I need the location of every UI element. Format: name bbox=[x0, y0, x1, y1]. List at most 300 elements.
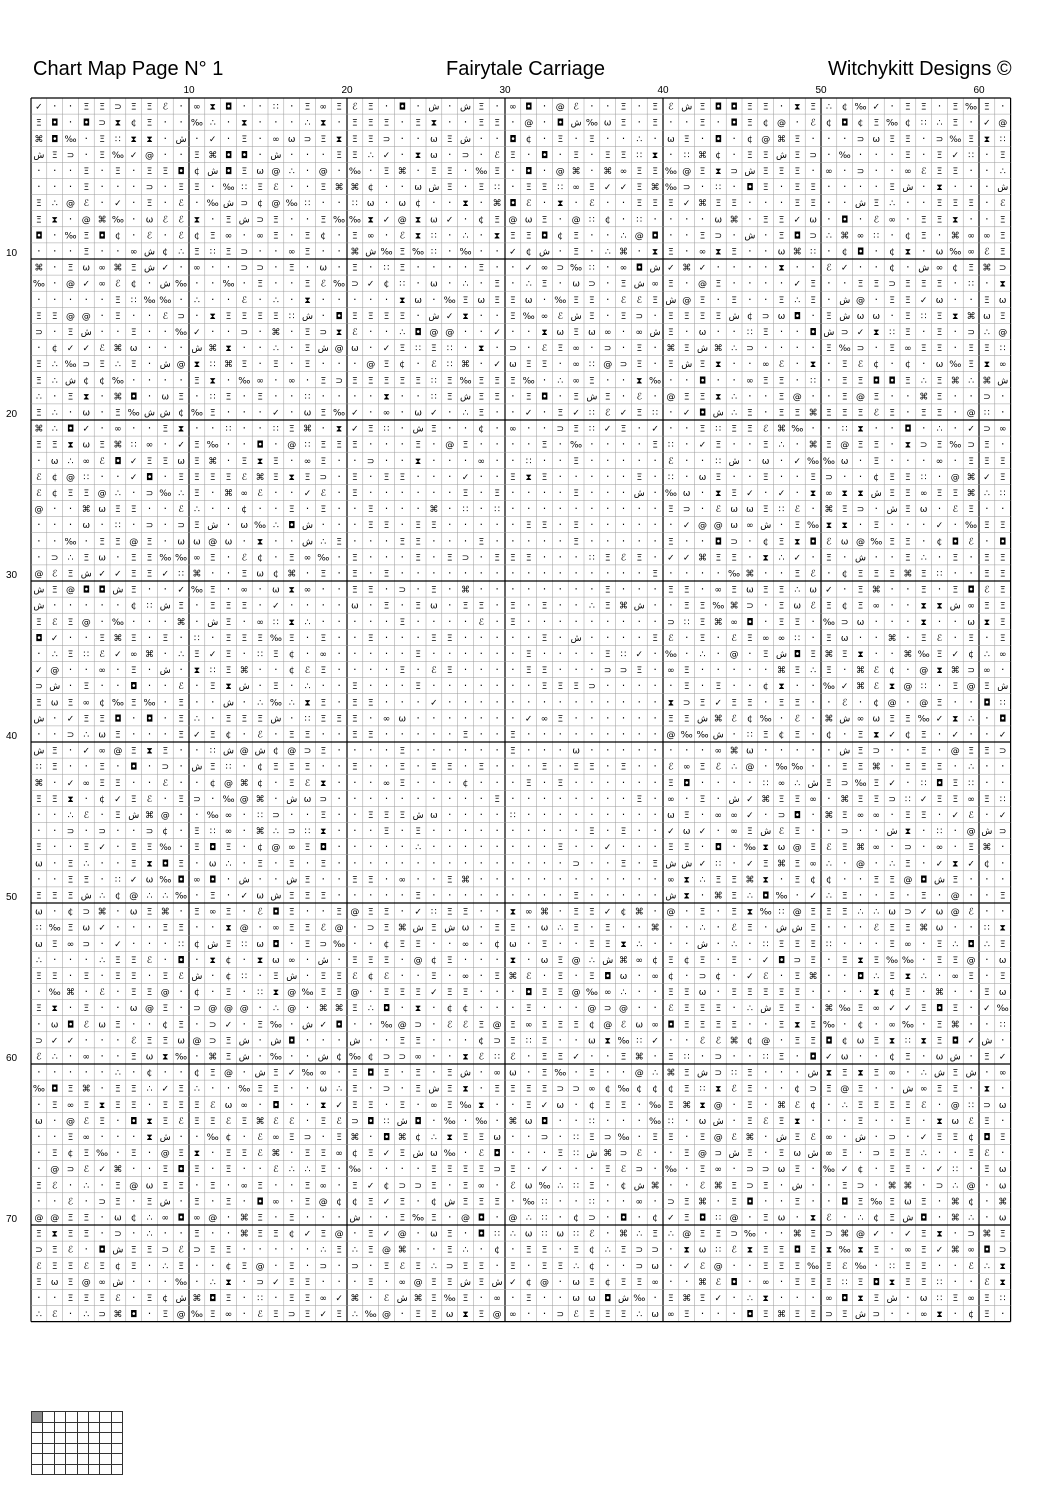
stitch-symbol: ⊃ bbox=[304, 747, 312, 757]
stitch-symbol: ✓ bbox=[841, 1165, 849, 1175]
stitch-symbol: ‰ bbox=[554, 1069, 566, 1079]
stitch-symbol: ⊃ bbox=[399, 1181, 407, 1191]
stitch-symbol: ω bbox=[35, 859, 43, 869]
stitch-symbol: Ξ bbox=[826, 441, 832, 451]
stitch-symbol: · bbox=[906, 695, 910, 708]
stitch-symbol: ‰ bbox=[965, 103, 977, 113]
stitch-symbol: Ξ bbox=[905, 988, 911, 998]
stitch-symbol: ω bbox=[841, 1053, 849, 1063]
stitch-symbol: ω bbox=[572, 1278, 580, 1288]
stitch-symbol: Ξ bbox=[1000, 473, 1006, 483]
stitch-symbol: ∴ bbox=[162, 892, 168, 902]
stitch-symbol: · bbox=[890, 422, 894, 435]
stitch-symbol: ش bbox=[207, 940, 218, 950]
stitch-symbol: ∞ bbox=[383, 714, 391, 724]
stitch-symbol: ⊃ bbox=[730, 1230, 738, 1240]
stitch-symbol: ✓ bbox=[983, 1004, 991, 1014]
stitch-symbol: Ξ bbox=[889, 972, 895, 982]
stitch-symbol: ✓ bbox=[114, 570, 122, 580]
stitch-symbol: Ξ bbox=[779, 698, 785, 708]
stitch-symbol: ش bbox=[223, 747, 234, 757]
stitch-symbol: ¢ bbox=[115, 231, 121, 241]
stitch-symbol: Ξ bbox=[700, 634, 706, 644]
stitch-symbol: · bbox=[543, 856, 547, 869]
stitch-symbol: · bbox=[179, 261, 183, 274]
stitch-symbol: ℰ bbox=[968, 908, 974, 918]
stitch-symbol: Ξ bbox=[131, 1246, 137, 1256]
stitch-symbol: ش bbox=[318, 1053, 329, 1063]
stitch-symbol: ∞ bbox=[873, 843, 881, 853]
stitch-symbol: · bbox=[527, 921, 531, 934]
stitch-symbol: · bbox=[811, 695, 815, 708]
stitch-symbol: Ξ bbox=[510, 1036, 516, 1046]
stitch-symbol: Ξ bbox=[542, 1262, 548, 1272]
stitch-symbol: Ξ bbox=[684, 312, 690, 322]
stitch-symbol: Ξ bbox=[700, 103, 706, 113]
stitch-symbol: · bbox=[385, 631, 389, 644]
stitch-symbol: · bbox=[164, 116, 168, 129]
stitch-symbol: ω bbox=[177, 537, 185, 547]
stitch-symbol: Ξ bbox=[147, 103, 153, 113]
stitch-symbol: · bbox=[337, 615, 341, 628]
stitch-symbol: · bbox=[337, 744, 341, 757]
stitch-symbol: · bbox=[622, 744, 626, 757]
page-map-cell bbox=[66, 1433, 77, 1444]
stitch-symbol: ℰ bbox=[336, 1117, 342, 1127]
stitch-symbol: ⊃ bbox=[667, 1197, 675, 1207]
stitch-symbol: · bbox=[606, 470, 610, 483]
stitch-symbol: ⧗ bbox=[984, 618, 990, 628]
stitch-symbol: ∴ bbox=[289, 1165, 295, 1175]
stitch-symbol: ∞ bbox=[462, 940, 470, 950]
stitch-symbol: ⧗ bbox=[936, 666, 942, 676]
stitch-symbol: ∷ bbox=[715, 183, 721, 193]
stitch-symbol: · bbox=[337, 856, 341, 869]
stitch-symbol: Ξ bbox=[889, 1197, 895, 1207]
stitch-symbol: ∷ bbox=[937, 1278, 943, 1288]
stitch-symbol: · bbox=[100, 872, 104, 885]
stitch-symbol: ∴ bbox=[779, 553, 785, 563]
stitch-symbol: · bbox=[764, 663, 768, 676]
stitch-symbol: · bbox=[464, 792, 468, 805]
stitch-symbol: ‰ bbox=[696, 731, 708, 741]
stitch-symbol: ✓ bbox=[873, 1230, 881, 1240]
stitch-symbol: · bbox=[764, 277, 768, 290]
stitch-symbol: Ξ bbox=[921, 570, 927, 580]
stitch-symbol: · bbox=[590, 486, 594, 499]
stitch-symbol: ش bbox=[207, 618, 218, 628]
stitch-symbol: · bbox=[717, 792, 721, 805]
column-label: 20 bbox=[341, 86, 352, 96]
stitch-symbol: ∷ bbox=[241, 183, 247, 193]
stitch-symbol: · bbox=[227, 502, 231, 515]
stitch-symbol: ◘ bbox=[209, 1294, 216, 1304]
stitch-symbol: ش bbox=[160, 1133, 171, 1143]
stitch-symbol: · bbox=[306, 905, 310, 918]
stitch-symbol: ∴ bbox=[273, 827, 279, 837]
stitch-symbol: Ξ bbox=[542, 1246, 548, 1256]
stitch-symbol: Ξ bbox=[873, 1246, 879, 1256]
stitch-symbol: · bbox=[875, 261, 879, 274]
stitch-symbol: ⊃ bbox=[509, 344, 517, 354]
stitch-symbol: Ξ bbox=[952, 489, 958, 499]
stitch-symbol: ∴ bbox=[147, 892, 153, 902]
stitch-symbol: @ bbox=[682, 296, 691, 306]
stitch-symbol: ∷ bbox=[83, 650, 89, 660]
stitch-symbol: ⌘ bbox=[82, 1085, 91, 1095]
stitch-symbol: Ξ bbox=[115, 167, 121, 177]
stitch-symbol: ‰ bbox=[128, 409, 140, 419]
stitch-symbol: ⧗ bbox=[241, 119, 247, 129]
stitch-symbol: · bbox=[274, 728, 278, 741]
stitch-symbol: · bbox=[622, 454, 626, 467]
stitch-symbol: ∞ bbox=[509, 1310, 517, 1320]
stitch-symbol: Ξ bbox=[668, 199, 674, 209]
stitch-symbol: · bbox=[590, 744, 594, 757]
stitch-symbol: ¢ bbox=[99, 376, 105, 386]
stitch-symbol: ش bbox=[839, 312, 850, 322]
stitch-symbol: Ξ bbox=[684, 1069, 690, 1079]
stitch-symbol: · bbox=[574, 615, 578, 628]
stitch-symbol: · bbox=[495, 728, 499, 741]
stitch-symbol: · bbox=[732, 679, 736, 692]
stitch-symbol: · bbox=[464, 1114, 468, 1127]
stitch-symbol: ‰ bbox=[333, 409, 345, 419]
stitch-symbol: Ξ bbox=[684, 666, 690, 676]
stitch-symbol: · bbox=[1001, 1146, 1005, 1159]
stitch-symbol: @ bbox=[856, 537, 865, 547]
stitch-symbol: · bbox=[148, 325, 152, 338]
stitch-symbol: ∷ bbox=[684, 151, 690, 161]
stitch-symbol: ⊃ bbox=[256, 215, 264, 225]
stitch-symbol: · bbox=[290, 228, 294, 241]
stitch-symbol: · bbox=[969, 293, 973, 306]
stitch-symbol: ω bbox=[525, 296, 533, 306]
stitch-symbol: ⧗ bbox=[921, 1036, 927, 1046]
stitch-symbol: · bbox=[827, 148, 831, 161]
stitch-symbol: · bbox=[717, 953, 721, 966]
stitch-symbol: · bbox=[306, 631, 310, 644]
stitch-symbol: ¢ bbox=[621, 1181, 627, 1191]
stitch-symbol: ✓ bbox=[873, 103, 881, 113]
stitch-symbol: · bbox=[827, 245, 831, 258]
stitch-symbol: ⌘ bbox=[113, 1310, 122, 1320]
stitch-symbol: Ξ bbox=[526, 1004, 532, 1014]
stitch-symbol: Ξ bbox=[415, 521, 421, 531]
stitch-symbol: Ξ bbox=[794, 1133, 800, 1143]
stitch-symbol: Ξ bbox=[399, 264, 405, 274]
stitch-symbol: · bbox=[543, 647, 547, 660]
stitch-symbol: @ bbox=[635, 231, 644, 241]
stitch-symbol: · bbox=[164, 1066, 168, 1079]
stitch-symbol: ⧗ bbox=[336, 328, 342, 338]
stitch-symbol: · bbox=[638, 454, 642, 467]
stitch-symbol: · bbox=[369, 1259, 373, 1272]
stitch-symbol: · bbox=[653, 905, 657, 918]
stitch-symbol: · bbox=[401, 631, 405, 644]
stitch-symbol: ∴ bbox=[273, 296, 279, 306]
stitch-symbol: · bbox=[322, 389, 326, 402]
stitch-symbol: Ξ bbox=[573, 682, 579, 692]
stitch-symbol: ∴ bbox=[289, 698, 295, 708]
stitch-symbol: ⌘ bbox=[461, 360, 470, 370]
stitch-symbol: · bbox=[401, 856, 405, 869]
stitch-symbol: ℰ bbox=[178, 682, 184, 692]
stitch-symbol: ⊃ bbox=[209, 1036, 217, 1046]
stitch-symbol: ℰ bbox=[178, 199, 184, 209]
stitch-symbol: Ξ bbox=[715, 441, 721, 451]
stitch-symbol: ⊃ bbox=[288, 1310, 296, 1320]
stitch-symbol: Ξ bbox=[526, 1101, 532, 1111]
stitch-symbol: ∴ bbox=[731, 344, 737, 354]
stitch-symbol: ω bbox=[83, 924, 91, 934]
page-map-cell bbox=[78, 1465, 89, 1476]
stitch-symbol: ◘ bbox=[67, 1020, 74, 1030]
stitch-symbol: ◘ bbox=[162, 859, 169, 869]
stitch-symbol: · bbox=[685, 905, 689, 918]
stitch-symbol: · bbox=[369, 760, 373, 773]
stitch-symbol: Ξ bbox=[573, 457, 579, 467]
stitch-symbol: ℰ bbox=[795, 505, 801, 515]
stitch-symbol: ω bbox=[888, 908, 896, 918]
stitch-symbol: · bbox=[764, 921, 768, 934]
stitch-symbol: · bbox=[464, 116, 468, 129]
stitch-symbol: ∷ bbox=[178, 940, 184, 950]
stitch-symbol: ‰ bbox=[870, 537, 882, 547]
stitch-symbol: ⊃ bbox=[983, 1101, 991, 1111]
stitch-symbol: ℰ bbox=[84, 1262, 90, 1272]
stitch-symbol: ∴ bbox=[463, 280, 469, 290]
stitch-symbol: ⊃ bbox=[888, 1133, 896, 1143]
stitch-symbol: · bbox=[843, 937, 847, 950]
stitch-symbol: · bbox=[195, 422, 199, 435]
stitch-symbol: Ξ bbox=[99, 1262, 105, 1272]
stitch-symbol: Ξ bbox=[99, 779, 105, 789]
stitch-symbol: · bbox=[954, 277, 958, 290]
stitch-symbol: Ξ bbox=[368, 698, 374, 708]
stitch-symbol: · bbox=[243, 953, 247, 966]
stitch-symbol: · bbox=[559, 1211, 563, 1224]
stitch-symbol: · bbox=[480, 985, 484, 998]
stitch-symbol: · bbox=[543, 534, 547, 547]
stitch-symbol: Ξ bbox=[178, 1020, 184, 1030]
page-map-current-cell bbox=[32, 1412, 43, 1423]
stitch-symbol: ◘ bbox=[715, 135, 722, 145]
stitch-symbol: @ bbox=[698, 521, 707, 531]
stitch-symbol: · bbox=[179, 1130, 183, 1143]
stitch-symbol: Ξ bbox=[573, 763, 579, 773]
stitch-symbol: · bbox=[243, 438, 247, 451]
stitch-symbol: Ξ bbox=[384, 988, 390, 998]
stitch-symbol: ∷ bbox=[241, 940, 247, 950]
stitch-symbol: · bbox=[543, 567, 547, 580]
stitch-symbol: · bbox=[622, 776, 626, 789]
stitch-symbol: · bbox=[148, 921, 152, 934]
stitch-symbol: · bbox=[590, 872, 594, 885]
page-map-cell bbox=[55, 1465, 66, 1476]
stitch-symbol: · bbox=[132, 776, 136, 789]
stitch-symbol: ∞ bbox=[825, 489, 833, 499]
stitch-symbol: · bbox=[385, 663, 389, 676]
stitch-symbol: ω bbox=[936, 924, 944, 934]
stitch-symbol: ∴ bbox=[889, 859, 895, 869]
stitch-symbol: ℰ bbox=[573, 103, 579, 113]
stitch-symbol: · bbox=[701, 180, 705, 193]
stitch-symbol: · bbox=[685, 212, 689, 225]
stitch-symbol: Ξ bbox=[494, 924, 500, 934]
stitch-symbol: · bbox=[875, 245, 879, 258]
stitch-symbol: · bbox=[638, 808, 642, 821]
stitch-symbol: · bbox=[53, 1114, 57, 1127]
stitch-symbol: · bbox=[243, 341, 247, 354]
stitch-symbol: · bbox=[954, 840, 958, 853]
stitch-symbol: ⧗ bbox=[936, 602, 942, 612]
stitch-symbol: · bbox=[922, 824, 926, 837]
stitch-symbol: · bbox=[353, 534, 357, 547]
stitch-symbol: ◘ bbox=[541, 231, 548, 241]
stitch-symbol: · bbox=[780, 1275, 784, 1288]
stitch-symbol: · bbox=[748, 293, 752, 306]
stitch-symbol: Ξ bbox=[305, 328, 311, 338]
stitch-symbol: ش bbox=[902, 183, 913, 193]
stitch-symbol: · bbox=[416, 1194, 420, 1207]
stitch-symbol: · bbox=[574, 969, 578, 982]
stitch-symbol: ⊃ bbox=[636, 1246, 644, 1256]
stitch-symbol: ∷ bbox=[889, 328, 895, 338]
stitch-symbol: ش bbox=[286, 875, 297, 885]
stitch-symbol: ℰ bbox=[99, 988, 105, 998]
stitch-symbol: Ξ bbox=[478, 119, 484, 129]
stitch-symbol: · bbox=[590, 1162, 594, 1175]
stitch-symbol: · bbox=[369, 1130, 373, 1143]
row-label: 70 bbox=[6, 1215, 17, 1225]
stitch-symbol: ω bbox=[841, 457, 849, 467]
stitch-symbol: ⧗ bbox=[462, 312, 468, 322]
stitch-symbol: · bbox=[164, 711, 168, 724]
stitch-symbol: Ξ bbox=[68, 1294, 74, 1304]
stitch-symbol: · bbox=[590, 631, 594, 644]
stitch-symbol: · bbox=[416, 1098, 420, 1111]
stitch-symbol: ∴ bbox=[68, 811, 74, 821]
stitch-symbol: Ξ bbox=[162, 747, 168, 757]
stitch-symbol: ✓ bbox=[715, 1294, 723, 1304]
stitch-symbol: ¢ bbox=[131, 280, 137, 290]
stitch-symbol: ¢ bbox=[589, 1101, 595, 1111]
stitch-symbol: Ξ bbox=[763, 151, 769, 161]
stitch-symbol: Ξ bbox=[352, 714, 358, 724]
stitch-symbol: · bbox=[337, 518, 341, 531]
stitch-symbol: · bbox=[132, 1194, 136, 1207]
stitch-symbol: · bbox=[653, 679, 657, 692]
stitch-symbol: ✓ bbox=[525, 714, 533, 724]
stitch-symbol: · bbox=[290, 1050, 294, 1063]
stitch-symbol: Ξ bbox=[905, 280, 911, 290]
stitch-symbol: · bbox=[495, 1259, 499, 1272]
stitch-symbol: ∷ bbox=[494, 1053, 500, 1063]
stitch-symbol: · bbox=[780, 1291, 784, 1304]
stitch-symbol: · bbox=[717, 293, 721, 306]
stitch-symbol: ∞ bbox=[809, 795, 817, 805]
stitch-symbol: · bbox=[748, 647, 752, 660]
stitch-symbol: ¢ bbox=[162, 827, 168, 837]
stitch-symbol: Ξ bbox=[384, 1262, 390, 1272]
stitch-symbol: · bbox=[764, 341, 768, 354]
stitch-symbol: · bbox=[985, 212, 989, 225]
stitch-symbol: · bbox=[432, 1017, 436, 1030]
stitch-symbol: · bbox=[69, 116, 73, 129]
stitch-symbol: · bbox=[875, 502, 879, 515]
stitch-symbol: · bbox=[701, 454, 705, 467]
stitch-symbol: · bbox=[606, 808, 610, 821]
stitch-symbol: · bbox=[511, 486, 515, 499]
stitch-symbol: · bbox=[274, 534, 278, 547]
stitch-symbol: · bbox=[511, 438, 515, 451]
stitch-symbol: ¢ bbox=[842, 248, 848, 258]
stitch-symbol: Ξ bbox=[257, 392, 263, 402]
stitch-symbol: · bbox=[385, 100, 389, 113]
stitch-symbol: Ξ bbox=[684, 1149, 690, 1159]
stitch-symbol: Ξ bbox=[431, 972, 437, 982]
stitch-symbol: Ξ bbox=[494, 489, 500, 499]
stitch-symbol: ◘ bbox=[272, 908, 279, 918]
stitch-symbol: · bbox=[985, 631, 989, 644]
stitch-symbol: ⊃ bbox=[35, 1246, 43, 1256]
stitch-symbol: @ bbox=[777, 119, 786, 129]
stitch-symbol: Ξ bbox=[99, 151, 105, 161]
stitch-symbol: · bbox=[211, 1082, 215, 1095]
stitch-symbol: · bbox=[527, 679, 531, 692]
stitch-symbol: ω bbox=[98, 731, 106, 741]
stitch-symbol: ¢ bbox=[162, 1020, 168, 1030]
stitch-symbol: Ξ bbox=[415, 441, 421, 451]
stitch-symbol: ⧗ bbox=[921, 602, 927, 612]
stitch-symbol: Ξ bbox=[320, 505, 326, 515]
stitch-symbol: ¢ bbox=[968, 650, 974, 660]
stitch-symbol: Ξ bbox=[952, 1085, 958, 1095]
stitch-symbol: Ξ bbox=[68, 264, 74, 274]
stitch-symbol: · bbox=[227, 132, 231, 145]
stitch-symbol: Ξ bbox=[621, 151, 627, 161]
stitch-symbol: · bbox=[606, 100, 610, 113]
stitch-symbol: ✓ bbox=[699, 827, 707, 837]
stitch-symbol: ∴ bbox=[747, 1004, 753, 1014]
stitch-symbol: · bbox=[717, 631, 721, 644]
stitch-symbol: · bbox=[985, 1194, 989, 1207]
stitch-symbol: ◘ bbox=[794, 231, 801, 241]
stitch-symbol: ℰ bbox=[826, 843, 832, 853]
stitch-symbol: Ξ bbox=[494, 296, 500, 306]
stitch-symbol: · bbox=[1001, 1033, 1005, 1046]
stitch-symbol: Ξ bbox=[478, 392, 484, 402]
row-label: 20 bbox=[6, 410, 17, 420]
stitch-symbol: ⊃ bbox=[604, 666, 612, 676]
stitch-symbol: ◘ bbox=[541, 151, 548, 161]
stitch-symbol: · bbox=[306, 164, 310, 177]
stitch-symbol: · bbox=[906, 744, 910, 757]
stitch-symbol: · bbox=[574, 647, 578, 660]
stitch-symbol: ∷ bbox=[589, 409, 595, 419]
stitch-symbol: Ξ bbox=[794, 570, 800, 580]
stitch-symbol: Ξ bbox=[684, 392, 690, 402]
stitch-symbol: ∴ bbox=[463, 409, 469, 419]
stitch-symbol: ⧗ bbox=[857, 1246, 863, 1256]
stitch-symbol: · bbox=[369, 534, 373, 547]
stitch-symbol: @ bbox=[224, 779, 233, 789]
stitch-symbol: ◘ bbox=[999, 714, 1006, 724]
stitch-symbol: ℰ bbox=[874, 666, 880, 676]
stitch-symbol: ◘ bbox=[857, 972, 864, 982]
stitch-symbol: Ξ bbox=[305, 875, 311, 885]
